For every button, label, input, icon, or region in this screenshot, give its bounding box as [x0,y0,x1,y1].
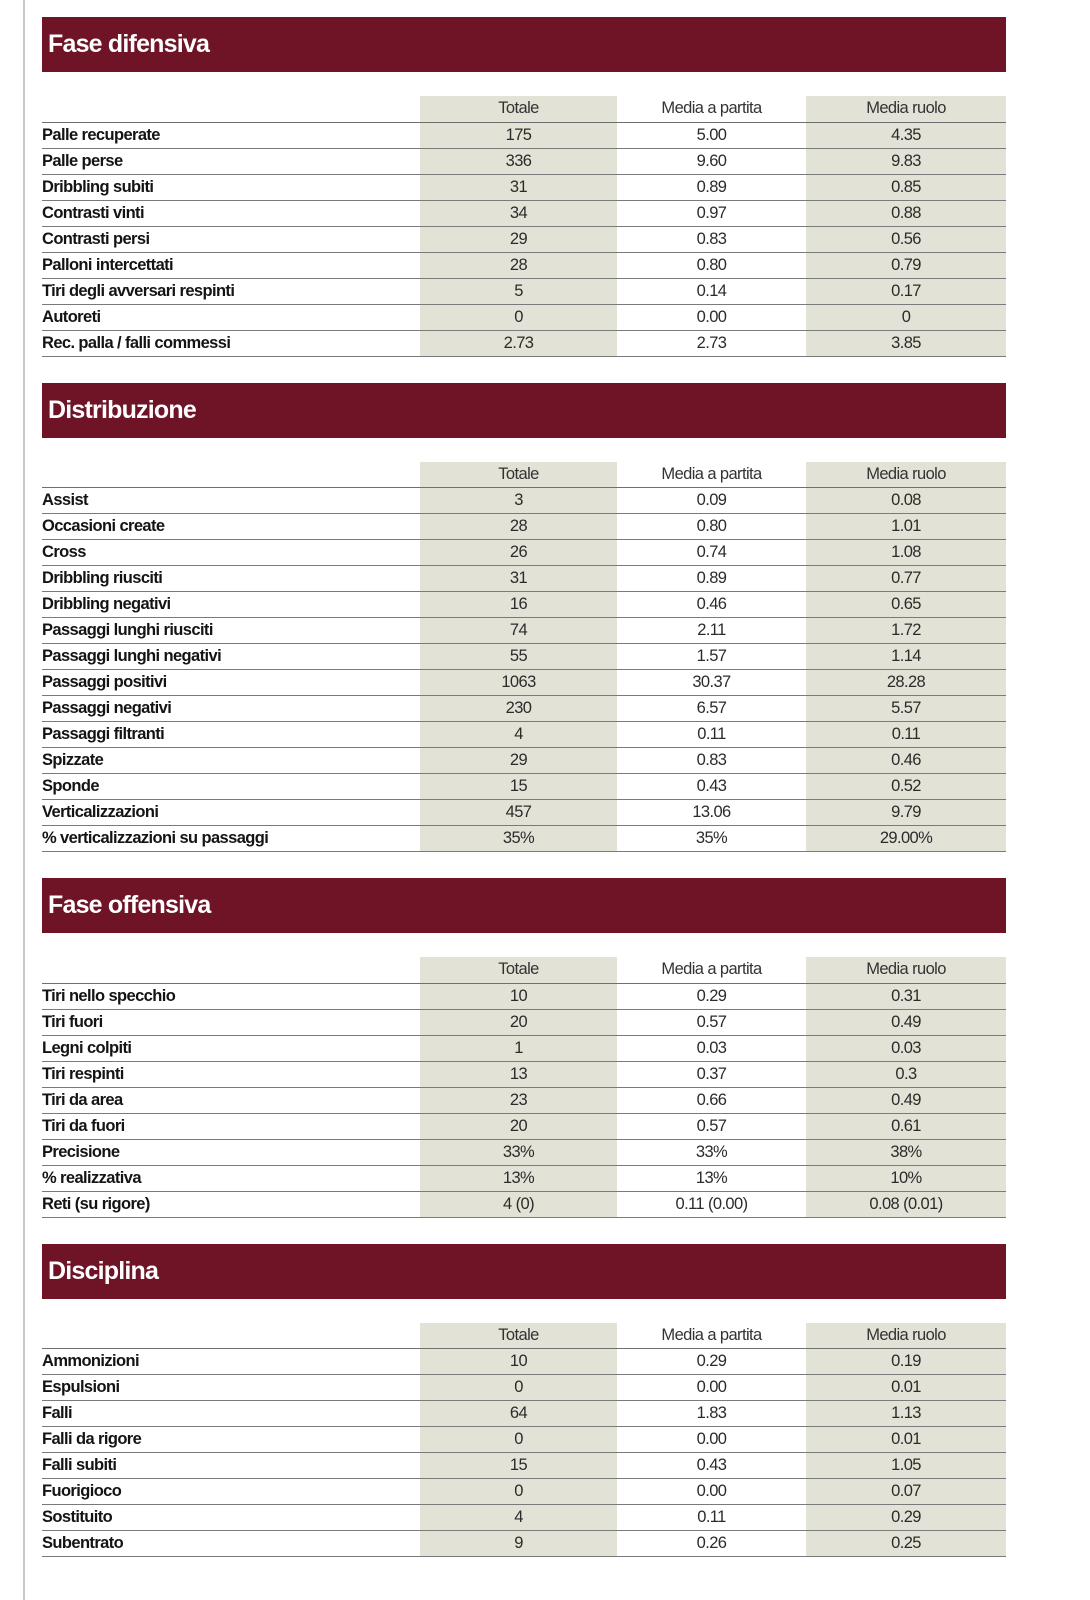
cell-media-ruolo: 10% [806,1165,1006,1191]
cell-totale: 457 [420,800,617,826]
row-label: Occasioni create [42,514,420,540]
table-header-row [42,1323,1006,1349]
table-row [42,983,1006,1009]
cell-totale: 31 [420,174,617,200]
cell-media-partita: 0.00 [617,1479,806,1505]
column-header-media-partita: Media a partita [617,462,806,488]
cell-totale: 15 [420,774,617,800]
cell-media-ruolo: 1.13 [806,1401,1006,1427]
stats-table [42,1323,1006,1558]
cell-totale: 0 [420,1427,617,1453]
table-row [42,1009,1006,1035]
table-row [42,1375,1006,1401]
cell-media-partita: 2.73 [617,330,806,356]
cell-totale: 0 [420,304,617,330]
cell-totale: 74 [420,618,617,644]
cell-totale: 10 [420,1349,617,1375]
column-header-label [42,96,420,122]
table-row [42,1139,1006,1165]
column-header-label [42,1323,420,1349]
cell-media-partita: 13% [617,1165,806,1191]
cell-media-partita: 1.57 [617,644,806,670]
column-header-totale: Totale [420,957,617,983]
table-row [42,200,1006,226]
table-row [42,774,1006,800]
cell-media-ruolo: 0.19 [806,1349,1006,1375]
cell-media-ruolo: 0.3 [806,1061,1006,1087]
cell-totale: 64 [420,1401,617,1427]
column-header-totale: Totale [420,96,617,122]
cell-media-ruolo: 0.08 (0.01) [806,1191,1006,1217]
row-label: Assist [42,488,420,514]
stats-section [42,17,1006,357]
cell-totale: 13% [420,1165,617,1191]
row-label: Falli subiti [42,1453,420,1479]
cell-media-partita: 0.66 [617,1087,806,1113]
cell-media-partita: 0.46 [617,592,806,618]
stats-table [42,96,1006,357]
cell-media-ruolo: 0.49 [806,1009,1006,1035]
table-row [42,174,1006,200]
section-title: Fase difensiva [42,17,1006,72]
cell-media-partita: 0.11 [617,722,806,748]
cell-media-ruolo: 9.83 [806,148,1006,174]
cell-totale: 34 [420,200,617,226]
cell-media-ruolo: 0.17 [806,278,1006,304]
table-row [42,1479,1006,1505]
row-label: Dribbling subiti [42,174,420,200]
row-label: Tiri respinti [42,1061,420,1087]
table-row [42,644,1006,670]
cell-media-ruolo: 0.01 [806,1427,1006,1453]
cell-totale: 29 [420,226,617,252]
cell-totale: 33% [420,1139,617,1165]
cell-totale: 5 [420,278,617,304]
cell-media-ruolo: 1.05 [806,1453,1006,1479]
cell-totale: 4 [420,1505,617,1531]
column-header-totale: Totale [420,462,617,488]
cell-media-ruolo: 0.03 [806,1035,1006,1061]
row-label: Passaggi lunghi negativi [42,644,420,670]
table-row [42,514,1006,540]
cell-media-ruolo: 0.52 [806,774,1006,800]
row-label: Legni colpiti [42,1035,420,1061]
cell-media-ruolo: 0.65 [806,592,1006,618]
cell-media-partita: 0.09 [617,488,806,514]
cell-media-ruolo: 0.31 [806,983,1006,1009]
cell-media-partita: 0.29 [617,1349,806,1375]
cell-totale: 13 [420,1061,617,1087]
cell-media-partita: 0.26 [617,1531,806,1557]
table-row [42,722,1006,748]
cell-media-partita: 33% [617,1139,806,1165]
cell-media-partita: 0.03 [617,1035,806,1061]
cell-media-partita: 0.43 [617,774,806,800]
table-row [42,540,1006,566]
cell-media-ruolo: 0.11 [806,722,1006,748]
table-row [42,1531,1006,1557]
stats-table [42,462,1006,853]
cell-media-ruolo: 4.35 [806,122,1006,148]
cell-totale: 1063 [420,670,617,696]
cell-media-partita: 0.83 [617,748,806,774]
cell-media-ruolo: 1.01 [806,514,1006,540]
table-row [42,592,1006,618]
cell-media-partita: 0.89 [617,174,806,200]
row-label: Passaggi negativi [42,696,420,722]
table-header-row [42,462,1006,488]
row-label: Palle recuperate [42,122,420,148]
row-label: Cross [42,540,420,566]
row-label: Verticalizzazioni [42,800,420,826]
cell-totale: 0 [420,1479,617,1505]
cell-totale: 20 [420,1113,617,1139]
table-row [42,148,1006,174]
column-header-media-ruolo: Media ruolo [806,957,1006,983]
table-row [42,488,1006,514]
row-label: Spizzate [42,748,420,774]
row-label: Passaggi filtranti [42,722,420,748]
row-label: Passaggi positivi [42,670,420,696]
table-row [42,1035,1006,1061]
table-row [42,670,1006,696]
cell-totale: 15 [420,1453,617,1479]
table-row [42,1191,1006,1217]
column-header-media-partita: Media a partita [617,1323,806,1349]
cell-media-ruolo: 3.85 [806,330,1006,356]
cell-totale: 9 [420,1531,617,1557]
cell-totale: 336 [420,148,617,174]
column-header-media-ruolo: Media ruolo [806,1323,1006,1349]
cell-media-partita: 1.83 [617,1401,806,1427]
cell-media-partita: 0.00 [617,1375,806,1401]
cell-totale: 23 [420,1087,617,1113]
table-row [42,252,1006,278]
table-header-row [42,957,1006,983]
row-label: Precisione [42,1139,420,1165]
row-label: Tiri fuori [42,1009,420,1035]
cell-totale: 35% [420,826,617,852]
row-label: Autoreti [42,304,420,330]
cell-media-ruolo: 0.29 [806,1505,1006,1531]
cell-media-ruolo: 0.25 [806,1531,1006,1557]
cell-media-ruolo: 0.01 [806,1375,1006,1401]
stats-section [42,383,1006,853]
cell-totale: 230 [420,696,617,722]
cell-media-partita: 0.97 [617,200,806,226]
cell-media-ruolo: 38% [806,1139,1006,1165]
cell-media-partita: 13.06 [617,800,806,826]
table-row [42,618,1006,644]
cell-media-ruolo: 1.72 [806,618,1006,644]
table-row [42,1087,1006,1113]
cell-totale: 31 [420,566,617,592]
cell-media-partita: 9.60 [617,148,806,174]
cell-media-ruolo: 0.08 [806,488,1006,514]
cell-media-partita: 0.80 [617,514,806,540]
cell-media-partita: 0.00 [617,304,806,330]
cell-media-ruolo: 9.79 [806,800,1006,826]
row-label: Espulsioni [42,1375,420,1401]
cell-totale: 0 [420,1375,617,1401]
cell-media-partita: 0.74 [617,540,806,566]
cell-media-ruolo: 0.61 [806,1113,1006,1139]
cell-totale: 26 [420,540,617,566]
cell-media-partita: 2.11 [617,618,806,644]
row-label: Dribbling riusciti [42,566,420,592]
cell-media-partita: 0.57 [617,1113,806,1139]
cell-totale: 1 [420,1035,617,1061]
row-label: Fuorigioco [42,1479,420,1505]
cell-media-partita: 0.11 [617,1505,806,1531]
cell-media-ruolo: 0.85 [806,174,1006,200]
column-header-media-partita: Media a partita [617,96,806,122]
column-header-media-ruolo: Media ruolo [806,96,1006,122]
table-row [42,1349,1006,1375]
cell-media-partita: 30.37 [617,670,806,696]
cell-media-partita: 0.89 [617,566,806,592]
table-row [42,1061,1006,1087]
table-row [42,826,1006,852]
row-label: Passaggi lunghi riusciti [42,618,420,644]
cell-media-ruolo: 0.07 [806,1479,1006,1505]
row-label: Sostituito [42,1505,420,1531]
row-label: Sponde [42,774,420,800]
section-title: Distribuzione [42,383,1006,438]
table-row [42,1113,1006,1139]
cell-totale: 175 [420,122,617,148]
column-header-media-ruolo: Media ruolo [806,462,1006,488]
row-label: Tiri da fuori [42,1113,420,1139]
row-label: Dribbling negativi [42,592,420,618]
cell-media-ruolo: 0.79 [806,252,1006,278]
cell-media-ruolo: 28.28 [806,670,1006,696]
table-row [42,1165,1006,1191]
cell-media-partita: 0.00 [617,1427,806,1453]
table-row [42,1401,1006,1427]
cell-totale: 10 [420,983,617,1009]
cell-media-partita: 0.43 [617,1453,806,1479]
table-row [42,330,1006,356]
cell-totale: 29 [420,748,617,774]
table-row [42,748,1006,774]
table-row [42,226,1006,252]
stats-document [42,17,1006,1557]
table-row [42,800,1006,826]
cell-media-ruolo: 0.77 [806,566,1006,592]
row-label: Contrasti persi [42,226,420,252]
cell-media-ruolo: 0.88 [806,200,1006,226]
row-label: % verticalizzazioni su passaggi [42,826,420,852]
table-row [42,1505,1006,1531]
stats-section [42,878,1006,1218]
cell-totale: 55 [420,644,617,670]
cell-media-partita: 5.00 [617,122,806,148]
cell-media-ruolo: 1.14 [806,644,1006,670]
table-row [42,278,1006,304]
row-label: Falli da rigore [42,1427,420,1453]
table-row [42,1453,1006,1479]
cell-totale: 28 [420,514,617,540]
column-header-media-partita: Media a partita [617,957,806,983]
column-header-label [42,957,420,983]
column-header-totale: Totale [420,1323,617,1349]
row-label: Tiri da area [42,1087,420,1113]
stats-table [42,957,1006,1218]
table-row [42,304,1006,330]
row-label: Rec. palla / falli commessi [42,330,420,356]
cell-media-ruolo: 0.56 [806,226,1006,252]
column-header-label [42,462,420,488]
cell-media-partita: 0.14 [617,278,806,304]
row-label: Palloni intercettati [42,252,420,278]
page-margin-rule [23,0,25,1600]
cell-media-partita: 0.29 [617,983,806,1009]
section-title: Fase offensiva [42,878,1006,933]
cell-totale: 4 [420,722,617,748]
row-label: Ammonizioni [42,1349,420,1375]
cell-media-partita: 0.83 [617,226,806,252]
section-title: Disciplina [42,1244,1006,1299]
cell-media-ruolo: 5.57 [806,696,1006,722]
table-header-row [42,96,1006,122]
cell-media-ruolo: 1.08 [806,540,1006,566]
table-row [42,696,1006,722]
cell-media-ruolo: 0 [806,304,1006,330]
row-label: Palle perse [42,148,420,174]
cell-totale: 2.73 [420,330,617,356]
table-row [42,566,1006,592]
row-label: Subentrato [42,1531,420,1557]
cell-media-ruolo: 29.00% [806,826,1006,852]
row-label: Reti (su rigore) [42,1191,420,1217]
table-row [42,122,1006,148]
row-label: Tiri degli avversari respinti [42,278,420,304]
cell-media-partita: 0.80 [617,252,806,278]
cell-totale: 20 [420,1009,617,1035]
row-label: Falli [42,1401,420,1427]
cell-totale: 3 [420,488,617,514]
cell-totale: 28 [420,252,617,278]
cell-media-partita: 35% [617,826,806,852]
row-label: % realizzativa [42,1165,420,1191]
row-label: Contrasti vinti [42,200,420,226]
cell-media-partita: 0.11 (0.00) [617,1191,806,1217]
cell-media-partita: 0.57 [617,1009,806,1035]
cell-media-ruolo: 0.46 [806,748,1006,774]
stats-section [42,1244,1006,1558]
row-label: Tiri nello specchio [42,983,420,1009]
table-row [42,1427,1006,1453]
cell-media-partita: 6.57 [617,696,806,722]
cell-media-partita: 0.37 [617,1061,806,1087]
cell-totale: 4 (0) [420,1191,617,1217]
cell-media-ruolo: 0.49 [806,1087,1006,1113]
cell-totale: 16 [420,592,617,618]
